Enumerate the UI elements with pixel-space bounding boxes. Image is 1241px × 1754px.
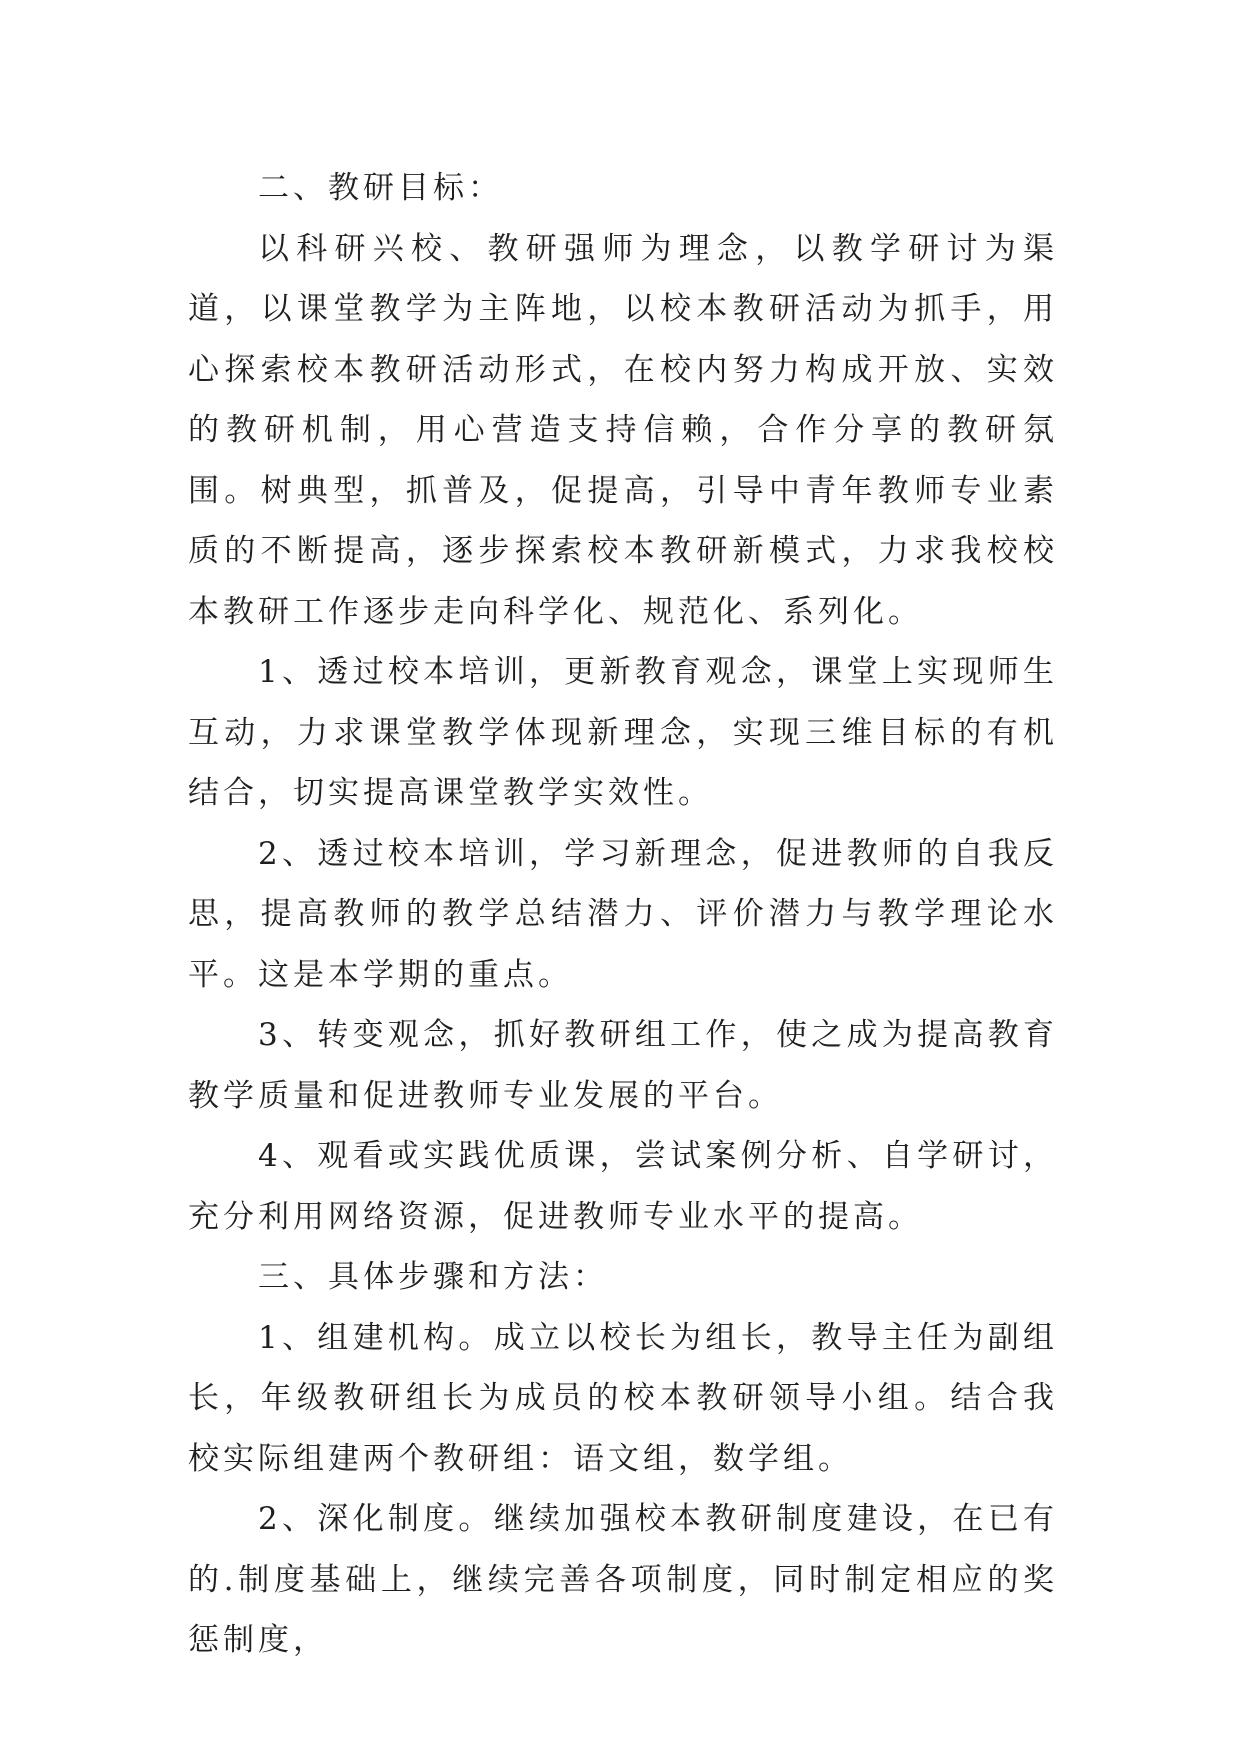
document-body (188, 158, 1058, 1671)
section-heading-steps: 三、具体步骤和方法： (258, 1259, 608, 1295)
paragraph-goal-2: 2、透过校本培训，学习新理念，促进教师的自我反思，提高教师的教学总结潜力、评价潜力与教学理论水平。这是本学期的重点。 (188, 835, 1058, 993)
paragraph-step-1: 1、组建机构。成立以校长为组长，教导主任为副组长，年级教研组长为成员的校本教研领导小组。结合我校实际组建两个教研组：语文组，数学组。 (188, 1319, 1058, 1477)
paragraph-step-2: 2、深化制度。继续加强校本教研制度建设，在已有的.制度基础上，继续完善各项制度，同时制定相应的奖惩制度， (188, 1501, 1058, 1658)
paragraph-goals-intro: 以科研兴校、教研强师为理念，以教学研讨为渠道，以课堂教学为主阵地，以校本教研活动为抓手，用心探索校本教研活动形式，在校内努力构成开放、实效的教研机制，用心营造支持信赖，合作分享的教研氛围。树典型，抓普及，促提高，引导中青年教师专业素质的不断提高，逐步探索校本教研新模式，力求我校校本教研工作逐步走向科学化、规范化、系列化。 (188, 230, 1058, 630)
paragraph-goal-1: 1、透过校本培训，更新教育观念，课堂上实现师生互动，力求课堂教学体现新理念，实现三维目标的有机结合，切实提高课堂教学实效性。 (188, 654, 1058, 811)
paragraph-goal-4: 4、观看或实践优质课，尝试案例分析、自学研讨，充分利用网络资源，促进教师专业水平的提高。 (188, 1138, 1058, 1235)
paragraph-goal-3: 3、转变观念，抓好教研组工作，使之成为提高教育教学质量和促进教师专业发展的平台。 (188, 1017, 1058, 1114)
section-heading-goals: 二、教研目标： (258, 170, 503, 206)
